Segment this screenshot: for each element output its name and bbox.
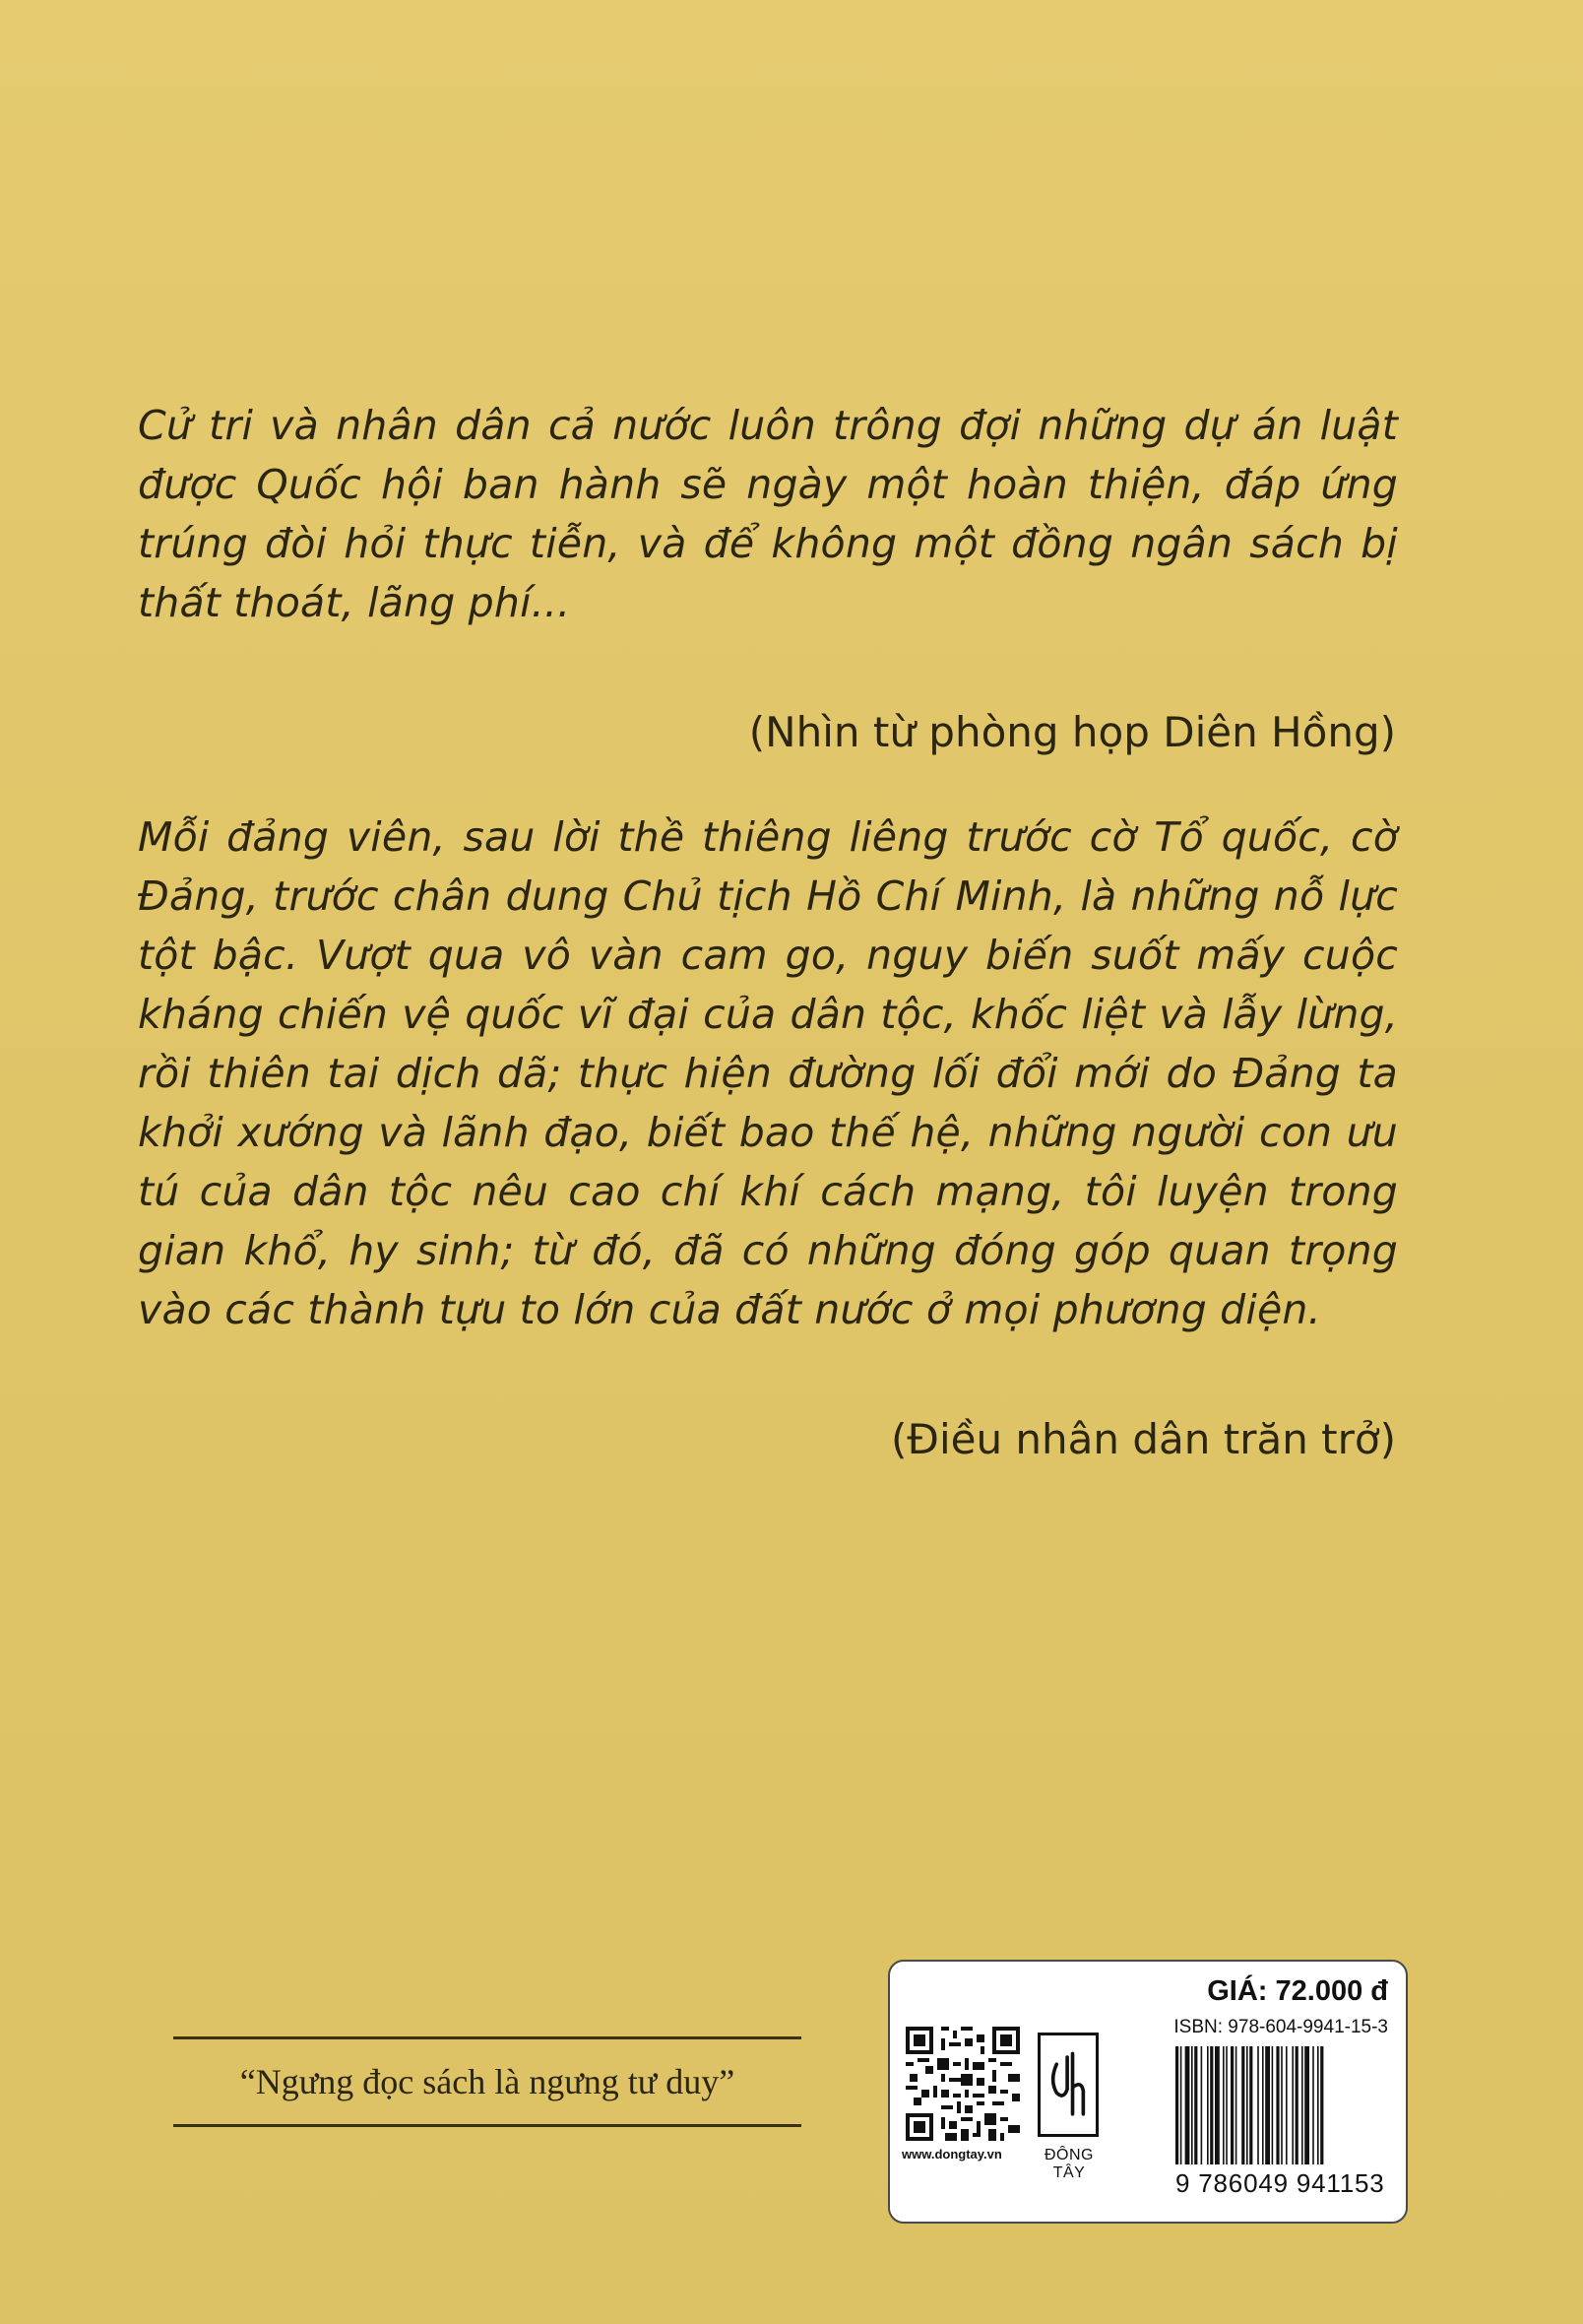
motto-banner [173,2036,801,2127]
excerpt-passage-2: Mỗi đảng viên, sau lời thề thiêng liêng trước cờ Tổ quốc, cờ Đảng, trước chân dung Chủ tịch Hồ Chí Minh, là những nỗ lực tột bậc. Vượt qua vô vàn cam go, nguy biến suốt mấy cuộc kháng chiến vệ quốc vĩ đại của dân tộc, khốc liệt và lẫy lừng, rồi thiên tai dịch dã; thực hiện đường lối đổi mới do Đảng ta khởi xướng và lãnh đạo, biết bao thế hệ, những người con ưu tú của dân tộc nêu cao chí khí cách mạng, tôi luyện trong gian khổ, hy sinh; từ đó, đã có những đóng góp quan trọng vào các thành tựu to lớn của đất nước ở mọi phương diện. [138,813,1398,1333]
publisher-name: ĐÔNG TÂY [1045,2147,1094,2181]
excerpt-passage-1: Cử tri và nhân dân cả nước luôn trông đợi những dự án luật được Quốc hội ban hành sẽ ngày một hoàn thiện, đáp ứng trúng đòi hỏi thực tiễn, và để không một đồng ngân sách bị thất thoát, lãng phí... [138,402,1398,626]
publisher-website: www.dongtay.vn [902,2147,1002,2162]
price-barcode-label [888,1960,1408,2224]
motto-text: “Ngưng đọc sách là ngưng tư duy” [239,2062,735,2101]
excerpt-source-1: (Nhìn từ phòng họp Diên Hồng) [748,708,1396,756]
isbn-barcode [1173,2046,1392,2164]
isbn-text: ISBN: 978-604-9941-15-3 [1173,2017,1388,2037]
qr-code-icon [906,2027,1020,2141]
barcode-number: 9 786049 941153 [1175,2168,1385,2198]
excerpt-source-2: (Điều nhân dân trăn trở) [891,1415,1396,1463]
dong-tay-logo [1038,2033,1099,2137]
price-text: GIÁ: 72.000 đ [1207,1975,1388,2007]
